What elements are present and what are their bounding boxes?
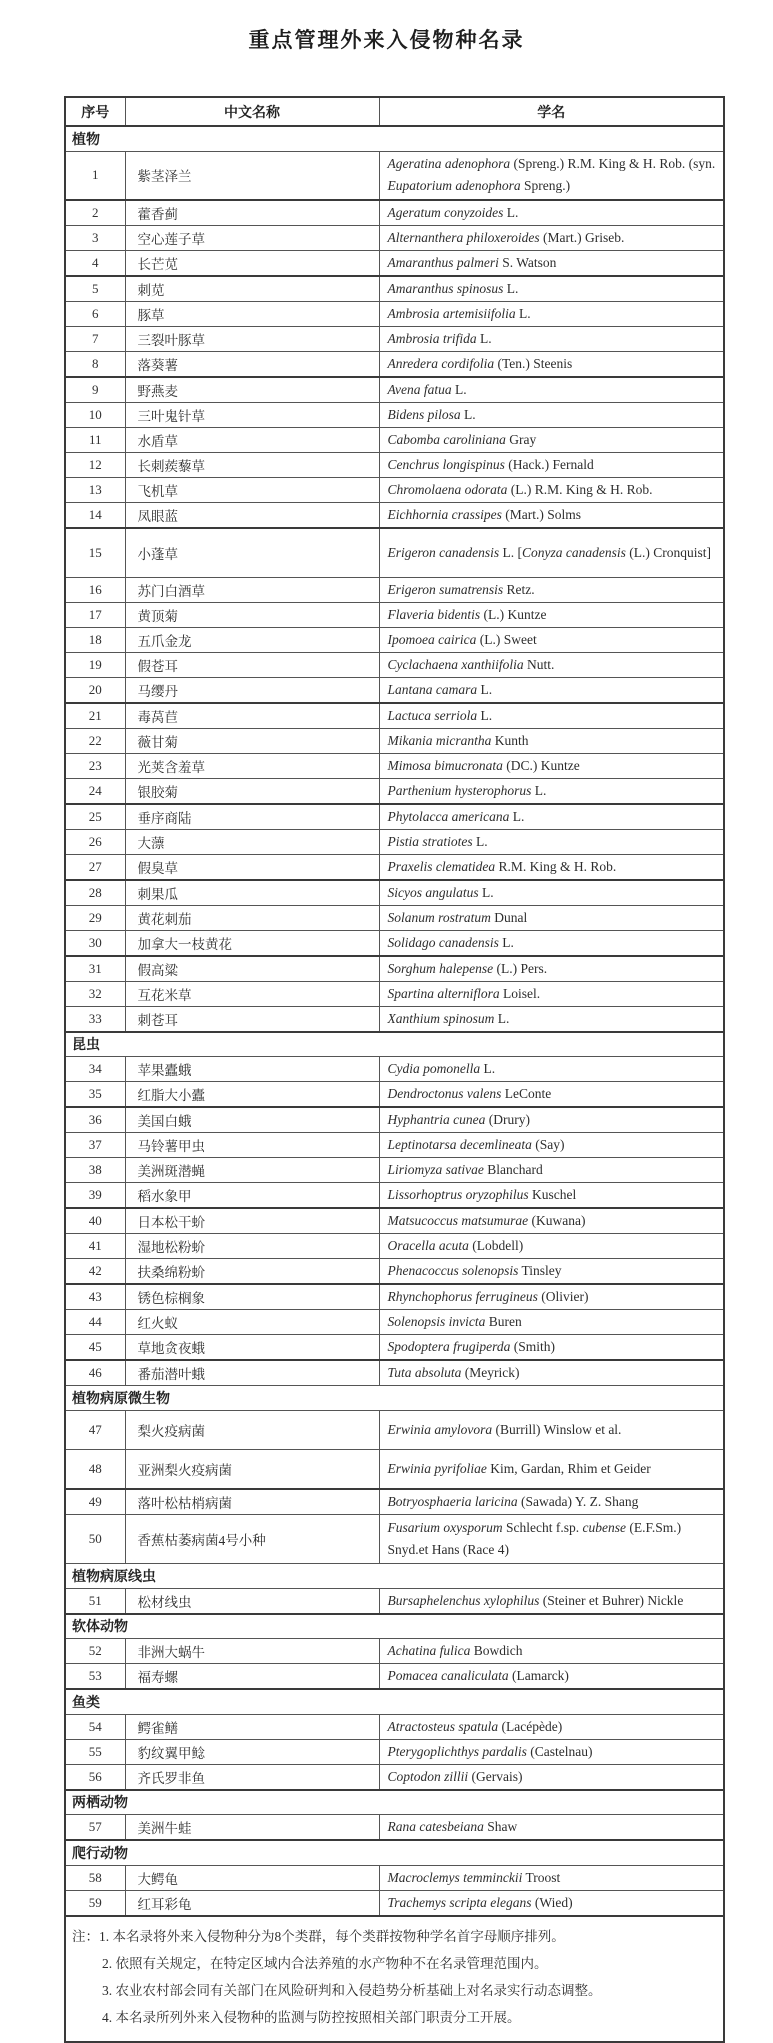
chinese-name-cell: 黄花刺茄 bbox=[125, 905, 379, 930]
row-number-cell: 45 bbox=[65, 1335, 125, 1361]
row-number-cell: 11 bbox=[65, 428, 125, 453]
chinese-name-cell: 马铃薯甲虫 bbox=[125, 1133, 379, 1158]
row-number-cell: 23 bbox=[65, 753, 125, 778]
chinese-name-cell: 三裂叶豚草 bbox=[125, 327, 379, 352]
species-row bbox=[65, 677, 724, 703]
scientific-name-cell: Solenopsis invicta Buren bbox=[379, 1310, 724, 1335]
row-number-cell: 39 bbox=[65, 1183, 125, 1209]
section-label: 爬行动物 bbox=[65, 1840, 724, 1865]
species-row bbox=[65, 1183, 724, 1209]
species-row bbox=[65, 403, 724, 428]
scientific-name-cell: Dendroctonus valens LeConte bbox=[379, 1082, 724, 1108]
species-row bbox=[65, 478, 724, 503]
chinese-name-cell: 小蓬草 bbox=[125, 528, 379, 577]
scientific-name-cell: Atractosteus spatula (Lacépède) bbox=[379, 1714, 724, 1739]
section-label: 植物病原微生物 bbox=[65, 1386, 724, 1411]
chinese-name-cell: 紫茎泽兰 bbox=[125, 151, 379, 200]
row-number-cell: 31 bbox=[65, 956, 125, 982]
chinese-name-cell: 黄顶菊 bbox=[125, 602, 379, 627]
scientific-name-cell: Ambrosia artemisiifolia L. bbox=[379, 302, 724, 327]
row-number-cell: 30 bbox=[65, 930, 125, 956]
row-number-cell: 35 bbox=[65, 1082, 125, 1108]
row-number-cell: 21 bbox=[65, 703, 125, 729]
species-row bbox=[65, 453, 724, 478]
row-number-cell: 47 bbox=[65, 1411, 125, 1450]
species-row bbox=[65, 200, 724, 226]
chinese-name-cell: 落葵薯 bbox=[125, 352, 379, 378]
row-number-cell: 59 bbox=[65, 1890, 125, 1916]
species-table bbox=[64, 96, 725, 2043]
species-row bbox=[65, 1082, 724, 1108]
header-cell-chinese-name: 中文名称 bbox=[125, 97, 379, 126]
chinese-name-cell: 互花米草 bbox=[125, 981, 379, 1006]
species-row bbox=[65, 1284, 724, 1310]
section-row bbox=[65, 1840, 724, 1865]
chinese-name-cell: 香蕉枯萎病菌4号小种 bbox=[125, 1514, 379, 1563]
scientific-name-cell: Pomacea canaliculata (Lamarck) bbox=[379, 1664, 724, 1690]
scientific-name-cell: Flaveria bidentis (L.) Kuntze bbox=[379, 602, 724, 627]
scientific-name-cell: Rhynchophorus ferrugineus (Olivier) bbox=[379, 1284, 724, 1310]
scientific-name-cell: Botryosphaeria laricina (Sawada) Y. Z. Shang bbox=[379, 1489, 724, 1515]
table-header-row bbox=[65, 97, 724, 126]
chinese-name-cell: 扶桑绵粉蚧 bbox=[125, 1259, 379, 1285]
row-number-cell: 58 bbox=[65, 1865, 125, 1890]
row-number-cell: 22 bbox=[65, 728, 125, 753]
chinese-name-cell: 苹果蠹蛾 bbox=[125, 1057, 379, 1082]
chinese-name-cell: 松材线虫 bbox=[125, 1588, 379, 1614]
chinese-name-cell: 刺苍耳 bbox=[125, 1006, 379, 1032]
notes-row bbox=[65, 1916, 724, 2042]
species-row bbox=[65, 1158, 724, 1183]
chinese-name-cell: 梨火疫病菌 bbox=[125, 1411, 379, 1450]
section-row bbox=[65, 1689, 724, 1714]
scientific-name-cell: Avena fatua L. bbox=[379, 377, 724, 403]
scientific-name-cell: Hyphantria cunea (Drury) bbox=[379, 1107, 724, 1133]
row-number-cell: 41 bbox=[65, 1234, 125, 1259]
chinese-name-cell: 大鳄龟 bbox=[125, 1865, 379, 1890]
scientific-name-cell: Ageratina adenophora (Spreng.) R.M. King & H. Rob. (syn. Eupatorium adenophora Spreng.) bbox=[379, 151, 724, 200]
scientific-name-cell: Amaranthus spinosus L. bbox=[379, 276, 724, 302]
row-number-cell: 46 bbox=[65, 1360, 125, 1386]
scientific-name-cell: Ageratum conyzoides L. bbox=[379, 200, 724, 226]
species-row bbox=[65, 804, 724, 830]
species-row bbox=[65, 251, 724, 277]
species-row bbox=[65, 503, 724, 529]
chinese-name-cell: 垂序商陆 bbox=[125, 804, 379, 830]
row-number-cell: 49 bbox=[65, 1489, 125, 1515]
note-prefix: 注： bbox=[72, 1928, 99, 1944]
scientific-name-cell: Leptinotarsa decemlineata (Say) bbox=[379, 1133, 724, 1158]
species-row bbox=[65, 226, 724, 251]
notes-cell bbox=[65, 1916, 724, 2042]
row-number-cell: 6 bbox=[65, 302, 125, 327]
chinese-name-cell: 草地贪夜蛾 bbox=[125, 1335, 379, 1361]
section-label: 昆虫 bbox=[65, 1032, 724, 1057]
row-number-cell: 28 bbox=[65, 880, 125, 906]
scientific-name-cell: Cabomba caroliniana Gray bbox=[379, 428, 724, 453]
species-row bbox=[65, 1714, 724, 1739]
scientific-name-cell: Pterygoplichthys pardalis (Castelnau) bbox=[379, 1739, 724, 1764]
chinese-name-cell: 光荚含羞草 bbox=[125, 753, 379, 778]
species-row bbox=[65, 1815, 724, 1841]
scientific-name-cell: Anredera cordifolia (Ten.) Steenis bbox=[379, 352, 724, 378]
chinese-name-cell: 长刺蒺藜草 bbox=[125, 453, 379, 478]
row-number-cell: 26 bbox=[65, 829, 125, 854]
row-number-cell: 54 bbox=[65, 1714, 125, 1739]
chinese-name-cell: 水盾草 bbox=[125, 428, 379, 453]
chinese-name-cell: 红耳彩龟 bbox=[125, 1890, 379, 1916]
row-number-cell: 25 bbox=[65, 804, 125, 830]
row-number-cell: 38 bbox=[65, 1158, 125, 1183]
species-row bbox=[65, 276, 724, 302]
species-row bbox=[65, 1764, 724, 1790]
species-row bbox=[65, 302, 724, 327]
scientific-name-cell: Bidens pilosa L. bbox=[379, 403, 724, 428]
species-row bbox=[65, 1360, 724, 1386]
row-number-cell: 14 bbox=[65, 503, 125, 529]
species-row bbox=[65, 880, 724, 906]
species-row bbox=[65, 1107, 724, 1133]
row-number-cell: 57 bbox=[65, 1815, 125, 1841]
species-row bbox=[65, 652, 724, 677]
chinese-name-cell: 飞机草 bbox=[125, 478, 379, 503]
row-number-cell: 29 bbox=[65, 905, 125, 930]
row-number-cell: 10 bbox=[65, 403, 125, 428]
chinese-name-cell: 齐氏罗非鱼 bbox=[125, 1764, 379, 1790]
section-row bbox=[65, 126, 724, 151]
scientific-name-cell: Tuta absoluta (Meyrick) bbox=[379, 1360, 724, 1386]
species-row bbox=[65, 377, 724, 403]
row-number-cell: 24 bbox=[65, 778, 125, 804]
chinese-name-cell: 刺果瓜 bbox=[125, 880, 379, 906]
species-row bbox=[65, 1133, 724, 1158]
scientific-name-cell: Pistia stratiotes L. bbox=[379, 829, 724, 854]
chinese-name-cell: 薇甘菊 bbox=[125, 728, 379, 753]
species-row bbox=[65, 151, 724, 200]
row-number-cell: 34 bbox=[65, 1057, 125, 1082]
scientific-name-cell: Liriomyza sativae Blanchard bbox=[379, 1158, 724, 1183]
scientific-name-cell: Erigeron sumatrensis Retz. bbox=[379, 577, 724, 602]
scientific-name-cell: Lactuca serriola L. bbox=[379, 703, 724, 729]
chinese-name-cell: 豚草 bbox=[125, 302, 379, 327]
section-row bbox=[65, 1790, 724, 1815]
note-line: 4. 本名录所列外来入侵物种的监测与防控按照相关部门职责分工开展。 bbox=[102, 2009, 521, 2025]
chinese-name-cell: 美洲斑潜蝇 bbox=[125, 1158, 379, 1183]
chinese-name-cell: 红脂大小蠹 bbox=[125, 1082, 379, 1108]
scientific-name-cell: Coptodon zillii (Gervais) bbox=[379, 1764, 724, 1790]
row-number-cell: 2 bbox=[65, 200, 125, 226]
chinese-name-cell: 鳄雀鳝 bbox=[125, 1714, 379, 1739]
scientific-name-cell: Spodoptera frugiperda (Smith) bbox=[379, 1335, 724, 1361]
row-number-cell: 43 bbox=[65, 1284, 125, 1310]
row-number-cell: 7 bbox=[65, 327, 125, 352]
chinese-name-cell: 马缨丹 bbox=[125, 677, 379, 703]
scientific-name-cell: Solanum rostratum Dunal bbox=[379, 905, 724, 930]
scientific-name-cell: Xanthium spinosum L. bbox=[379, 1006, 724, 1032]
row-number-cell: 13 bbox=[65, 478, 125, 503]
scientific-name-cell: Cenchrus longispinus (Hack.) Fernald bbox=[379, 453, 724, 478]
species-row bbox=[65, 905, 724, 930]
species-row bbox=[65, 703, 724, 729]
scientific-name-cell: Eichhornia crassipes (Mart.) Solms bbox=[379, 503, 724, 529]
species-row bbox=[65, 854, 724, 880]
scientific-name-cell: Trachemys scripta elegans (Wied) bbox=[379, 1890, 724, 1916]
species-row bbox=[65, 753, 724, 778]
chinese-name-cell: 落叶松枯梢病菌 bbox=[125, 1489, 379, 1515]
chinese-name-cell: 空心莲子草 bbox=[125, 226, 379, 251]
chinese-name-cell: 刺苋 bbox=[125, 276, 379, 302]
species-row bbox=[65, 1310, 724, 1335]
species-row bbox=[65, 1057, 724, 1082]
scientific-name-cell: Mimosa bimucronata (DC.) Kuntze bbox=[379, 753, 724, 778]
row-number-cell: 1 bbox=[65, 151, 125, 200]
species-row bbox=[65, 1208, 724, 1234]
scientific-name-cell: Fusarium oxysporum Schlecht f.sp. cubense (E.F.Sm.) Snyd.et Hans (Race 4) bbox=[379, 1514, 724, 1563]
row-number-cell: 52 bbox=[65, 1639, 125, 1664]
species-row bbox=[65, 1865, 724, 1890]
scientific-name-cell: Bursaphelenchus xylophilus (Steiner et Buhrer) Nickle bbox=[379, 1588, 724, 1614]
species-row bbox=[65, 1514, 724, 1563]
chinese-name-cell: 假臭草 bbox=[125, 854, 379, 880]
scientific-name-cell: Macroclemys temminckii Troost bbox=[379, 1865, 724, 1890]
row-number-cell: 44 bbox=[65, 1310, 125, 1335]
chinese-name-cell: 稻水象甲 bbox=[125, 1183, 379, 1209]
scientific-name-cell: Parthenium hysterophorus L. bbox=[379, 778, 724, 804]
chinese-name-cell: 五爪金龙 bbox=[125, 627, 379, 652]
species-row bbox=[65, 981, 724, 1006]
chinese-name-cell: 非洲大蜗牛 bbox=[125, 1639, 379, 1664]
note-line: 3. 农业农村部会同有关部门在风险研判和入侵趋势分析基础上对名录实行动态调整。 bbox=[102, 1982, 602, 1998]
row-number-cell: 56 bbox=[65, 1764, 125, 1790]
chinese-name-cell: 毒莴苣 bbox=[125, 703, 379, 729]
chinese-name-cell: 野燕麦 bbox=[125, 377, 379, 403]
species-row bbox=[65, 1890, 724, 1916]
scientific-name-cell: Phenacoccus solenopsis Tinsley bbox=[379, 1259, 724, 1285]
section-label: 植物 bbox=[65, 126, 724, 151]
scientific-name-cell: Spartina alterniflora Loisel. bbox=[379, 981, 724, 1006]
row-number-cell: 32 bbox=[65, 981, 125, 1006]
species-row bbox=[65, 1450, 724, 1489]
chinese-name-cell: 假高粱 bbox=[125, 956, 379, 982]
row-number-cell: 55 bbox=[65, 1739, 125, 1764]
species-row bbox=[65, 1664, 724, 1690]
row-number-cell: 48 bbox=[65, 1450, 125, 1489]
row-number-cell: 4 bbox=[65, 251, 125, 277]
row-number-cell: 16 bbox=[65, 577, 125, 602]
species-row bbox=[65, 1006, 724, 1032]
scientific-name-cell: Erwinia pyrifoliae Kim, Gardan, Rhim et Geider bbox=[379, 1450, 724, 1489]
row-number-cell: 37 bbox=[65, 1133, 125, 1158]
section-label: 软体动物 bbox=[65, 1614, 724, 1639]
chinese-name-cell: 加拿大一枝黄花 bbox=[125, 930, 379, 956]
header-cell-number: 序号 bbox=[65, 97, 125, 126]
chinese-name-cell: 豹纹翼甲鲶 bbox=[125, 1739, 379, 1764]
scientific-name-cell: Praxelis clematidea R.M. King & H. Rob. bbox=[379, 854, 724, 880]
species-row bbox=[65, 1335, 724, 1361]
scientific-name-cell: Oracella acuta (Lobdell) bbox=[379, 1234, 724, 1259]
scientific-name-cell: Mikania micrantha Kunth bbox=[379, 728, 724, 753]
section-row bbox=[65, 1386, 724, 1411]
species-row bbox=[65, 1411, 724, 1450]
row-number-cell: 17 bbox=[65, 602, 125, 627]
chinese-name-cell: 美洲牛蛙 bbox=[125, 1815, 379, 1841]
row-number-cell: 19 bbox=[65, 652, 125, 677]
species-row bbox=[65, 1489, 724, 1515]
row-number-cell: 50 bbox=[65, 1514, 125, 1563]
row-number-cell: 42 bbox=[65, 1259, 125, 1285]
species-row bbox=[65, 627, 724, 652]
row-number-cell: 12 bbox=[65, 453, 125, 478]
species-row bbox=[65, 352, 724, 378]
row-number-cell: 51 bbox=[65, 1588, 125, 1614]
scientific-name-cell: Ipomoea cairica (L.) Sweet bbox=[379, 627, 724, 652]
scientific-name-cell: Phytolacca americana L. bbox=[379, 804, 724, 830]
section-row bbox=[65, 1614, 724, 1639]
row-number-cell: 5 bbox=[65, 276, 125, 302]
chinese-name-cell: 福寿螺 bbox=[125, 1664, 379, 1690]
row-number-cell: 3 bbox=[65, 226, 125, 251]
row-number-cell: 9 bbox=[65, 377, 125, 403]
row-number-cell: 33 bbox=[65, 1006, 125, 1032]
scientific-name-cell: Chromolaena odorata (L.) R.M. King & H. Rob. bbox=[379, 478, 724, 503]
chinese-name-cell: 美国白蛾 bbox=[125, 1107, 379, 1133]
species-row bbox=[65, 327, 724, 352]
chinese-name-cell: 藿香蓟 bbox=[125, 200, 379, 226]
species-row bbox=[65, 577, 724, 602]
scientific-name-cell: Achatina fulica Bowdich bbox=[379, 1639, 724, 1664]
chinese-name-cell: 锈色棕榈象 bbox=[125, 1284, 379, 1310]
species-row bbox=[65, 956, 724, 982]
row-number-cell: 8 bbox=[65, 352, 125, 378]
scientific-name-cell: Erwinia amylovora (Burrill) Winslow et al. bbox=[379, 1411, 724, 1450]
chinese-name-cell: 日本松干蚧 bbox=[125, 1208, 379, 1234]
species-row bbox=[65, 1259, 724, 1285]
chinese-name-cell: 红火蚁 bbox=[125, 1310, 379, 1335]
row-number-cell: 27 bbox=[65, 854, 125, 880]
note-line: 注：1. 本名录将外来入侵物种分为8个类群，每个类群按物种学名首字母顺序排列。 bbox=[72, 1928, 565, 1944]
chinese-name-cell: 湿地松粉蚧 bbox=[125, 1234, 379, 1259]
scientific-name-cell: Ambrosia trifida L. bbox=[379, 327, 724, 352]
section-label: 植物病原线虫 bbox=[65, 1563, 724, 1588]
scientific-name-cell: Sicyos angulatus L. bbox=[379, 880, 724, 906]
species-row bbox=[65, 1639, 724, 1664]
scientific-name-cell: Lantana camara L. bbox=[379, 677, 724, 703]
chinese-name-cell: 苏门白酒草 bbox=[125, 577, 379, 602]
species-row bbox=[65, 602, 724, 627]
row-number-cell: 40 bbox=[65, 1208, 125, 1234]
chinese-name-cell: 凤眼蓝 bbox=[125, 503, 379, 529]
scientific-name-cell: Matsucoccus matsumurae (Kuwana) bbox=[379, 1208, 724, 1234]
species-row bbox=[65, 528, 724, 577]
species-row bbox=[65, 1234, 724, 1259]
scientific-name-cell: Erigeron canadensis L. [Conyza canadensis (L.) Cronquist] bbox=[379, 528, 724, 577]
species-row bbox=[65, 428, 724, 453]
species-row bbox=[65, 829, 724, 854]
scientific-name-cell: Solidago canadensis L. bbox=[379, 930, 724, 956]
scientific-name-cell: Amaranthus palmeri S. Watson bbox=[379, 251, 724, 277]
row-number-cell: 36 bbox=[65, 1107, 125, 1133]
scientific-name-cell: Cydia pomonella L. bbox=[379, 1057, 724, 1082]
chinese-name-cell: 长芒苋 bbox=[125, 251, 379, 277]
row-number-cell: 18 bbox=[65, 627, 125, 652]
scientific-name-cell: Lissorhoptrus oryzophilus Kuschel bbox=[379, 1183, 724, 1209]
scientific-name-cell: Cyclachaena xanthiifolia Nutt. bbox=[379, 652, 724, 677]
section-row bbox=[65, 1032, 724, 1057]
species-row bbox=[65, 930, 724, 956]
chinese-name-cell: 番茄潜叶蛾 bbox=[125, 1360, 379, 1386]
species-row bbox=[65, 778, 724, 804]
row-number-cell: 20 bbox=[65, 677, 125, 703]
chinese-name-cell: 假苍耳 bbox=[125, 652, 379, 677]
note-line: 2. 依照有关规定，在特定区域内合法养殖的水产物种不在名录管理范围内。 bbox=[102, 1955, 548, 1971]
scientific-name-cell: Rana catesbeiana Shaw bbox=[379, 1815, 724, 1841]
header-cell-scientific-name: 学名 bbox=[379, 97, 724, 126]
species-table-body bbox=[65, 126, 724, 1916]
chinese-name-cell: 大薸 bbox=[125, 829, 379, 854]
species-row bbox=[65, 728, 724, 753]
section-label: 鱼类 bbox=[65, 1689, 724, 1714]
row-number-cell: 15 bbox=[65, 528, 125, 577]
scientific-name-cell: Sorghum halepense (L.) Pers. bbox=[379, 956, 724, 982]
species-row bbox=[65, 1739, 724, 1764]
section-row bbox=[65, 1563, 724, 1588]
chinese-name-cell: 三叶鬼针草 bbox=[125, 403, 379, 428]
section-label: 两栖动物 bbox=[65, 1790, 724, 1815]
chinese-name-cell: 银胶菊 bbox=[125, 778, 379, 804]
chinese-name-cell: 亚洲梨火疫病菌 bbox=[125, 1450, 379, 1489]
row-number-cell: 53 bbox=[65, 1664, 125, 1690]
species-row bbox=[65, 1588, 724, 1614]
page-title: 重点管理外来入侵物种名录 bbox=[248, 29, 525, 52]
scientific-name-cell: Alternanthera philoxeroides (Mart.) Griseb. bbox=[379, 226, 724, 251]
